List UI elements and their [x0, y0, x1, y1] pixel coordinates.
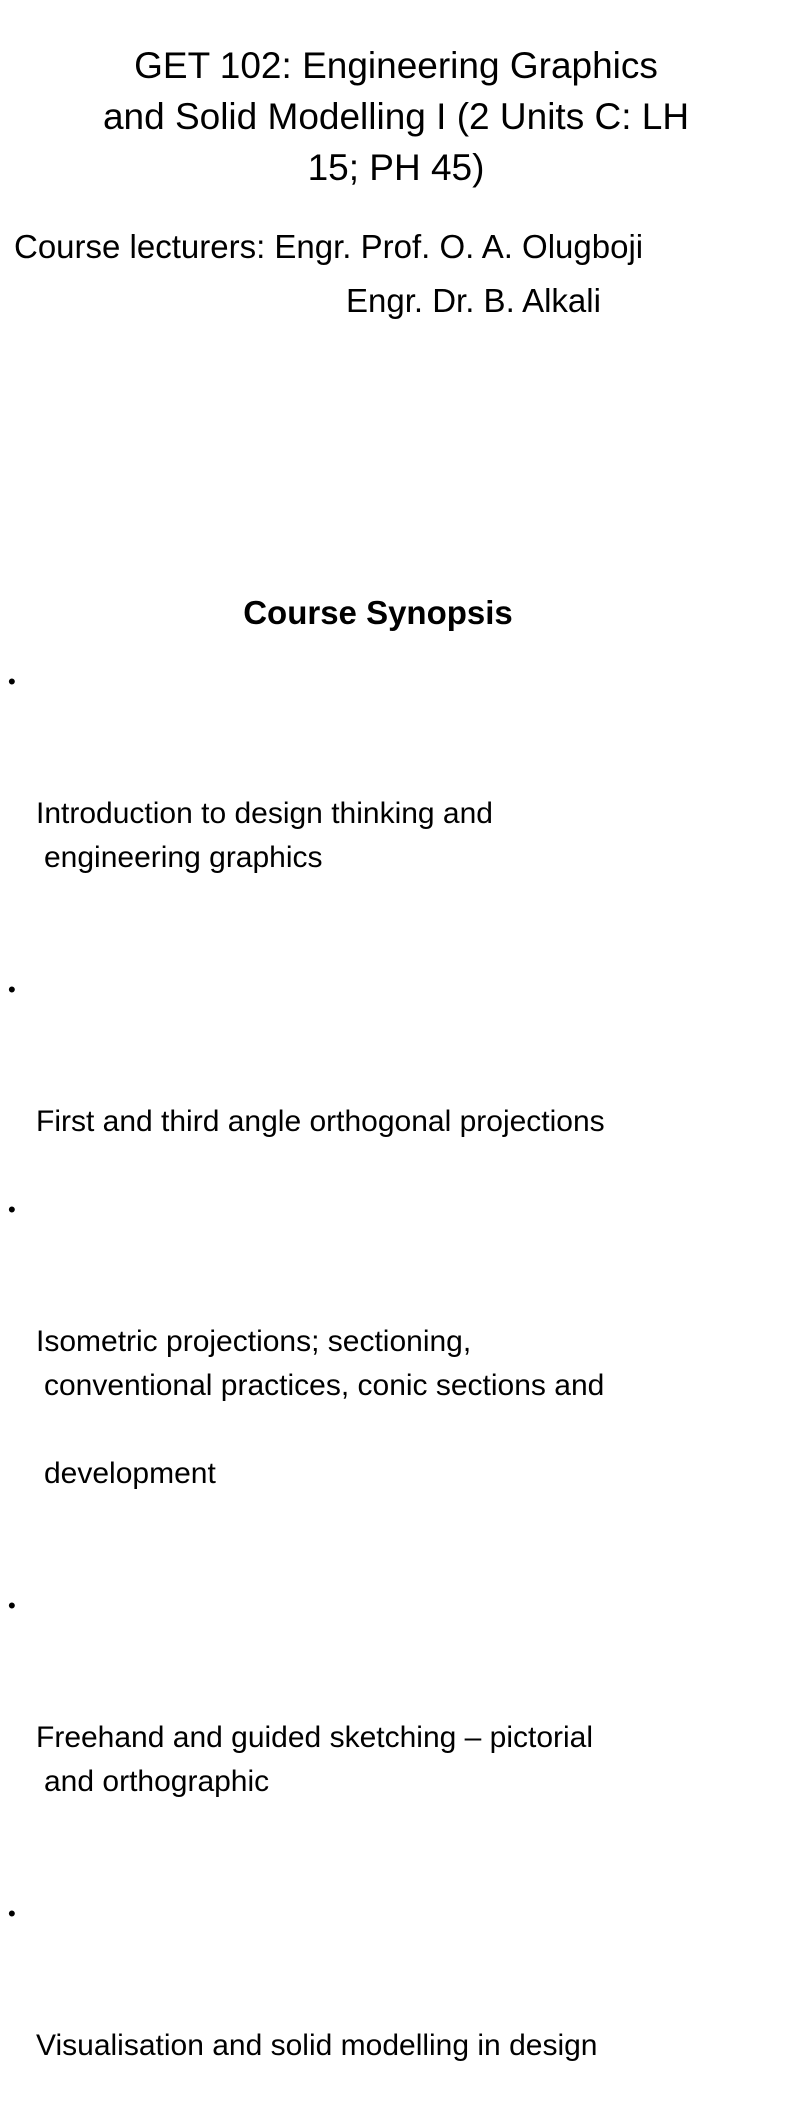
synopsis-item	[8, 660, 748, 968]
bullet-icon: •	[8, 1197, 16, 1222]
synopsis-item-line: engineering graphics	[44, 841, 323, 874]
lecturer-line-1: Course lecturers: Engr. Prof. O. A. Olugboji	[14, 228, 644, 265]
synopsis-item-line: Isometric projections; sectioning,	[36, 1325, 472, 1358]
synopsis-list	[8, 660, 748, 2112]
course-title-line-3: 15; PH 45)	[307, 147, 485, 188]
synopsis-heading: Course Synopsis	[243, 594, 513, 631]
course-title	[0, 40, 792, 193]
course-lecturers	[14, 220, 643, 328]
bullet-icon: •	[8, 977, 16, 1002]
bullet-icon: •	[8, 1901, 16, 1926]
synopsis-item-line: Visualisation and solid modelling in design	[36, 2029, 598, 2062]
course-title-line-1: GET 102: Engineering Graphics	[134, 45, 658, 86]
lecturer-line-2: Engr. Dr. B. Alkali	[346, 282, 601, 319]
bullet-icon: •	[8, 669, 16, 694]
synopsis-item	[8, 1584, 748, 1892]
synopsis-item-line: Introduction to design thinking and	[36, 797, 493, 830]
synopsis-item-line: development	[44, 1457, 216, 1490]
synopsis-item	[8, 1892, 748, 2112]
synopsis-item	[8, 968, 748, 1188]
synopsis-item-line: Freehand and guided sketching – pictorial	[36, 1721, 594, 1754]
synopsis-item	[8, 1188, 748, 1584]
course-title-line-2: and Solid Modelling I (2 Units C: LH	[102, 96, 690, 137]
synopsis-item-line: and orthographic	[44, 1765, 270, 1798]
synopsis-item-line: First and third angle orthogonal projections	[36, 1105, 605, 1138]
bullet-icon: •	[8, 1593, 16, 1618]
synopsis-item-line: conventional practices, conic sections and	[44, 1369, 605, 1402]
